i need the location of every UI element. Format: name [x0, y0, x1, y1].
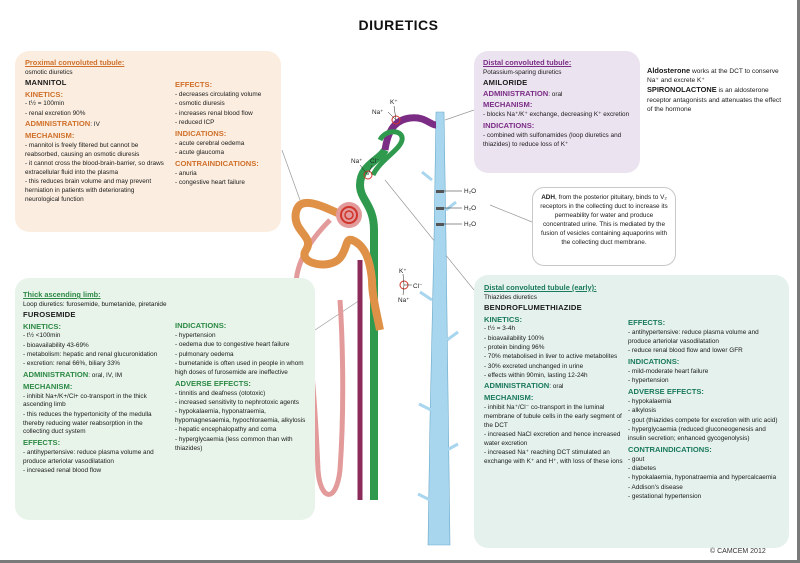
label-h2o-2: H₂O: [464, 205, 477, 212]
contra-item: - diabetes: [628, 464, 657, 472]
label-cl-early: Cl⁻: [370, 158, 380, 165]
effects-item: - increases renal blood flow: [175, 109, 253, 117]
distal-column: [483, 58, 633, 150]
kinetics-item: - effects within 90min, lasting 12-24h: [484, 372, 588, 380]
adverse-item: - increased sensitivity to nephrotoxic agents: [175, 398, 299, 406]
amiloride-title: AMILORIDE: [483, 78, 528, 88]
distal-administration: ADMINISTRATION: oral: [483, 88, 563, 98]
thick-right-column: [175, 320, 307, 454]
thick-header: Thick ascending limb:: [23, 290, 101, 299]
indications-item: - hypertension: [175, 331, 216, 339]
adverse-item: - hyperglycaemia (less common than with thiazides): [175, 435, 293, 452]
label-k-distal: K⁺: [390, 99, 398, 106]
label-na-distal: Na⁺: [372, 109, 384, 116]
adverse-item: - tinnitis and deafness (ototoxic): [175, 389, 266, 397]
indications-item: - mild-moderate heart failure: [628, 367, 709, 375]
bendroflumethiazide-title: BENDROFLUMETHIAZIDE: [484, 303, 582, 313]
proximal-left-column: [25, 58, 170, 205]
mechanism-item: - increased Na⁺ reaching DCT stimulated an exchange with K⁺ and H⁺, with loss of these ions: [484, 449, 623, 466]
label-na-early: Na⁺: [351, 158, 363, 165]
contra-item: - gout: [628, 455, 645, 463]
early-contra-title: CONTRAINDICATIONS:: [628, 444, 712, 454]
collecting-duct: [428, 112, 450, 545]
mechanism-item: - this reduces brain volume and may prevent herniation in patients with deteriorating neurological function: [25, 178, 152, 203]
thick-effects-title: EFFECTS:: [23, 438, 61, 448]
kinetics-item: - t½ <100min: [23, 332, 61, 340]
kinetics-item: - 30% excreted unchanged in urine: [484, 362, 584, 370]
early-administration: ADMINISTRATION: oral: [484, 381, 564, 391]
mechanism-item: - increased NaCl excretion and hence increased water excretion: [484, 431, 621, 448]
early-class: Thiazides diuretics: [484, 293, 537, 301]
effects-item: - increased renal blood flow: [23, 467, 102, 475]
kinetics-item: - renal excretion 90%: [25, 109, 86, 117]
aldosterone-note: Aldosterone works at the DCT to conserve Na⁺ and excrete K⁺ SPIRONOLACTONE is an aldosterone receptor antagonists and attenuates the effect of the hormone: [647, 66, 782, 113]
adverse-item: - hypokalaemia, hyponatraemia, hypomagnesaemia, hypochloraemia, alkylosis: [175, 408, 306, 425]
proximal-mechanism-title: MECHANISM:: [25, 130, 75, 140]
indications-item: - oedema due to congestive heart failure: [175, 341, 290, 349]
kinetics-item: - bioavailability 43-69%: [23, 341, 89, 349]
proximal-indications-title: INDICATIONS:: [175, 128, 227, 138]
mechanism-item: - mannitol is freely filtered but cannot be reabsorbed, causing an osmotic diuresis: [25, 141, 140, 158]
copyright: © CAMCEM 2012: [710, 548, 766, 555]
kinetics-item: - excretion: renal 66%, biliary 33%: [23, 360, 120, 368]
thick-left-column: [23, 290, 171, 477]
mechanism-item: - blocks Na⁺/K⁺ exchange, decreasing K⁺ excretion: [483, 111, 630, 119]
indications-item: - acute glaucoma: [175, 149, 225, 157]
mechanism-item: - this reduces the hypertonicity of the medulla thereby reducing water reabsorption in the collecting duct system: [23, 410, 152, 436]
thick-adverse-title: ADVERSE EFFECTS:: [175, 378, 251, 388]
contra-item: - gestational hypertension: [628, 492, 702, 500]
indications-item: - hypertension: [628, 377, 669, 385]
proximal-administration: ADMINISTRATION: IV: [25, 119, 100, 129]
indications-item: - combined with sulfonamides (loop diuretics and thiazides) to reduce loss of K⁺: [483, 132, 622, 148]
early-left-column: [484, 283, 624, 468]
indications-item: - acute cerebral oedema: [175, 139, 245, 147]
mannitol-title: MANNITOL: [25, 78, 67, 88]
kinetics-item: - protein binding 96%: [484, 344, 545, 352]
adh-bold: ADH: [541, 194, 556, 201]
label-na-loop: Na⁺: [398, 297, 410, 304]
adverse-item: - hepatic encephalopathy and coma: [175, 426, 277, 434]
adverse-item: - alkylosis: [628, 407, 657, 415]
adverse-item: - gout (thiazides compete for excretion with uric acid): [628, 416, 778, 424]
distal-indications-title: INDICATIONS:: [483, 121, 535, 131]
proximal-header: Proximal convoluted tubule:: [25, 58, 125, 67]
proximal-class: osmotic diuretics: [25, 68, 73, 76]
label-cl-loop: Cl⁻: [413, 283, 423, 290]
thick-class: Loop diuretics: furosemide, bumetanide, piretanide: [23, 300, 167, 308]
distal-tubule-panel: [474, 51, 640, 173]
mechanism-item: - inhibit Na+/K+/Cl+ co-transport in the thick ascending limb: [23, 392, 147, 409]
proximal-tubule-panel: [15, 51, 281, 232]
early-kinetics-title: KINETICS:: [484, 314, 522, 324]
adverse-item: - hyperglycaemia (reduced gluconeogenesis and insulin secretion; enhanced gycogenolysis): [628, 426, 766, 442]
proximal-kinetics-title: KINETICS:: [25, 89, 63, 99]
effects-item: - decreases circulating volume: [175, 90, 262, 98]
proximal-contra-title: CONTRAINDICATIONS:: [175, 158, 259, 168]
proximal-effects-title: EFFECTS:: [175, 80, 213, 89]
effects-item: - antihypertensive: reduce plasma volume and produce arteriolar vasodilatation: [23, 449, 154, 466]
kinetics-item: - metabolism: hepatic and renal glucuronidation: [23, 351, 158, 359]
proximal-right-column: [175, 79, 275, 189]
label-k-loop: K⁺: [399, 268, 407, 275]
early-adverse-title: ADVERSE EFFECTS:: [628, 387, 704, 397]
contra-item: - Addison's disease: [628, 483, 683, 491]
bowman-capsule: [336, 202, 362, 228]
kinetics-item: - bioavailability 100%: [484, 334, 545, 342]
early-indications-title: INDICATIONS:: [628, 356, 680, 366]
contra-item: - hypokalaemia, hyponatraemia and hypercalcaemia: [628, 474, 777, 482]
thick-ascending-limb-panel: [15, 278, 315, 520]
effects-item: - reduce renal blood flow and lower GFR: [628, 347, 743, 355]
contra-item: - anuria: [175, 169, 197, 177]
contra-item: - congestive heart failure: [175, 179, 245, 187]
thick-mechanism-title: MECHANISM:: [23, 381, 73, 391]
adh-text: , from the posterior pituitary, binds to V₂ receptors in the collecting duct to increase its permeability for water and produce concentrated urine. This is mediated by the fusion of vesicles containing aquaporins with the collecting duct membrane.: [540, 194, 668, 246]
furosemide-title: FUROSEMIDE: [23, 310, 76, 320]
page-title: DIURETICS: [358, 17, 439, 33]
early-header: Distal convoluted tubule (early):: [484, 283, 597, 292]
thick-kinetics-title: KINETICS:: [23, 321, 61, 331]
thick-indications-title: INDICATIONS:: [175, 321, 227, 330]
distal-header: Distal convoluted tubule:: [483, 58, 572, 67]
effects-item: - osmotic diuresis: [175, 100, 225, 108]
effects-item: - antihypertensive: reduce plasma volume and produce arteriolar vasodilatation: [628, 328, 759, 345]
effects-item: - reduced ICP: [175, 118, 215, 126]
early-mechanism-title: MECHANISM:: [484, 393, 534, 403]
mechanism-item: - inhibit Na⁺/Cl⁻ co-transport in the luminal membrane of tubule cells in the early segment of the DCT: [484, 404, 622, 429]
adverse-item: - hypokalaemia: [628, 398, 672, 406]
distal-mechanism-title: MECHANISM:: [483, 100, 533, 110]
adh-note: [532, 187, 676, 266]
thick-administration: ADMINISTRATION: oral, IV, IM: [23, 369, 123, 379]
distal-class: Potassium-sparing diuretics: [483, 68, 562, 76]
kinetics-item: - 70% metabolised in liver to active metabolites: [484, 353, 618, 361]
indications-item: - bumetanide is often used in people in whom high doses of furosemide are ineffective: [175, 359, 304, 376]
label-h2o-1: H₂O: [464, 188, 477, 195]
mechanism-item: - it cannot cross the blood-brain-barrier, so draws extracellular fluid into the plasma: [25, 160, 164, 176]
indications-item: - pulmonary oedema: [175, 350, 234, 358]
kinetics-item: - t½ = 100min: [25, 100, 65, 108]
label-h2o-3: H₂O: [464, 221, 477, 228]
kinetics-item: - t½ = 3-4h: [484, 325, 516, 333]
early-effects-title: EFFECTS:: [628, 318, 666, 327]
early-distal-tubule-panel: [474, 275, 789, 548]
early-right-column: [628, 317, 783, 502]
